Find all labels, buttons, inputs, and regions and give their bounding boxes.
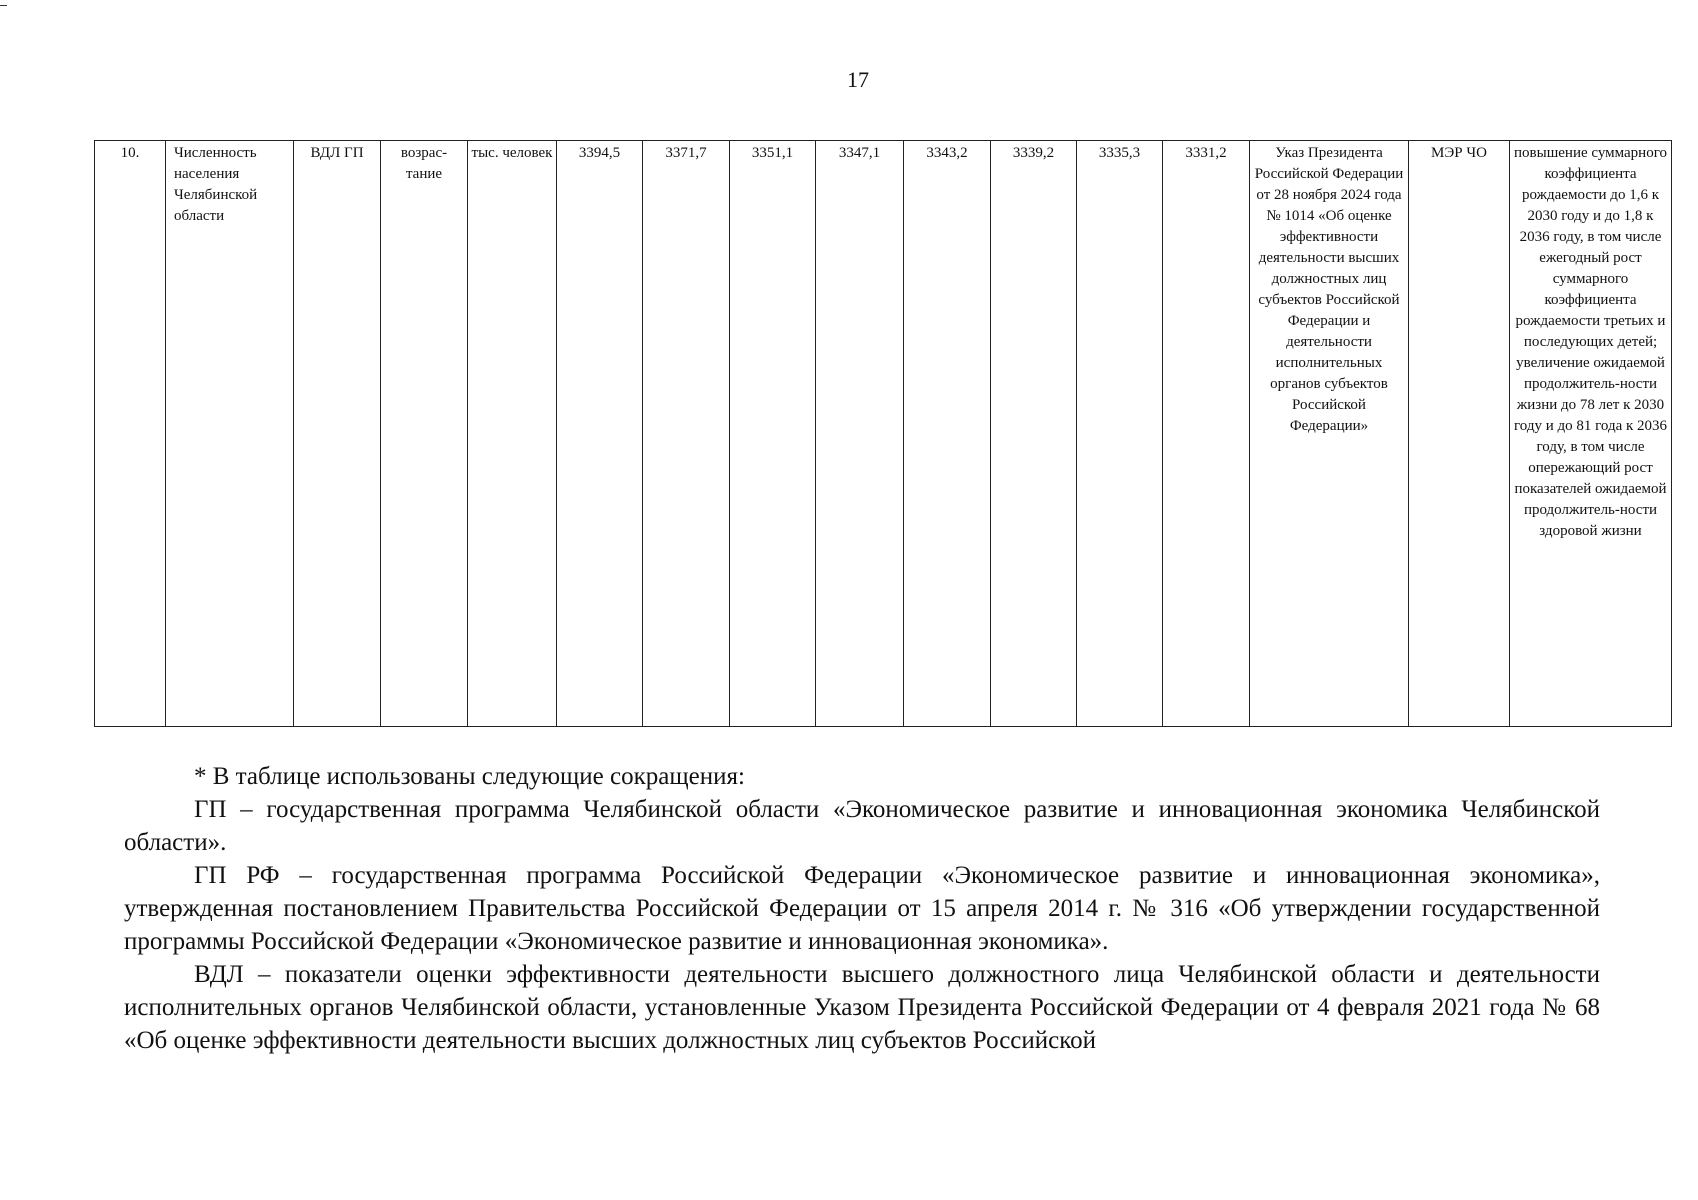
unit-cell: тыс. человек — [468, 141, 557, 727]
value-cell: 3371,7 — [643, 141, 730, 727]
page-number: 17 — [847, 67, 869, 92]
value-cell: 3351,1 — [730, 141, 816, 727]
value-cell: 3335,3 — [1077, 141, 1163, 727]
indicator-type-cell: ВДЛ ГП — [294, 141, 381, 727]
goal-cell: повышение суммарного коэффициента рождаемости до 1,6 к 2030 году и до 1,8 к 2036 году, в том числе ежегодный рост суммарного коэффициента рождаемости третьих и последующих детей; увеличение ожидаемой продолжитель-ности жизни до 78 лет к 2030 году и до 81 года к 2036 году, в том числе опережающий рост показателей ожидаемой продолжитель-ности здоровой жизни — [1510, 141, 1672, 727]
value-cell: 3339,2 — [991, 141, 1077, 727]
indicator-table — [94, 140, 1672, 727]
footnote-gp-rf: ГП РФ – государственная программа Российской Федерации «Экономическое развитие и инновационная экономика», утвержденная постановлением Правительства Российской Федерации от 15 апреля 2014 г. № 316 «Об утверждении государственной программы Российской Федерации «Экономическое развитие и инновационная экономика». — [124, 862, 1600, 955]
footnote-vdl: ВДЛ – показатели оценки эффективности деятельности высшего должностного лица Челябинской области и деятельности исполнительных органов Челябинской области, установленные Указом Президента Российской Федерации от 4 февраля 2021 года № 68 «Об оценке эффективности деятельности высших должностных лиц субъектов Российской — [124, 961, 1600, 1054]
value-cell: 3394,5 — [557, 141, 643, 727]
scan-corner-mark — [0, 5, 7, 6]
direction-cell: возрас-тание — [381, 141, 468, 727]
footnote-gp: ГП – государственная программа Челябинской области «Экономическое развитие и инновационная экономика Челябинской области». — [124, 796, 1600, 856]
responsible-cell: МЭР ЧО — [1409, 141, 1510, 727]
value-cell: 3331,2 — [1163, 141, 1250, 727]
document-cell: Указ Президента Российской Федерации от 28 ноября 2024 года № 1014 «Об оценке эффективности деятельности высших должностных лиц субъектов Российской Федерации и деятельности исполнительных органов субъектов Российской Федерации» — [1250, 141, 1409, 727]
value-cell: 3347,1 — [816, 141, 904, 727]
row-number-cell: 10. — [95, 141, 166, 727]
footnote-intro: * В таблице использованы следующие сокращения: — [194, 763, 745, 790]
table-row — [95, 141, 1672, 727]
value-cell: 3343,2 — [904, 141, 991, 727]
indicator-name-cell: Численность населения Челябинской области — [166, 141, 294, 727]
footnotes — [124, 760, 1600, 1057]
